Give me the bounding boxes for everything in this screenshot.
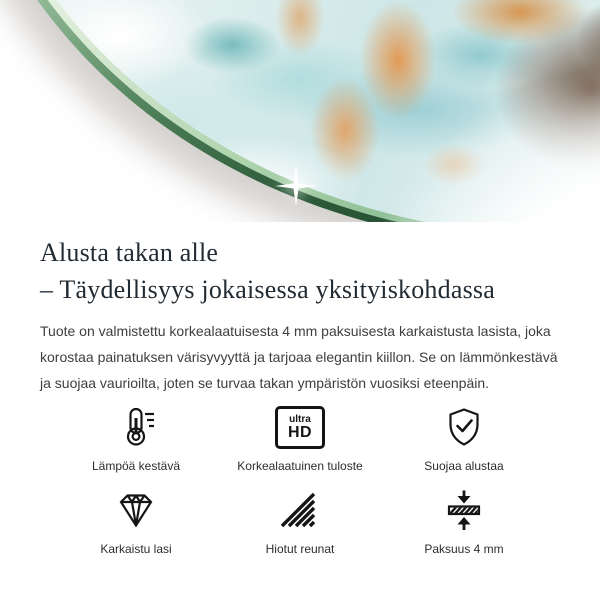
feature-print-quality <box>218 404 382 473</box>
product-description-section <box>0 234 600 556</box>
page-title <box>40 234 560 308</box>
feature-label: Karkaistu lasi <box>100 542 172 556</box>
feature-protects-surface <box>382 404 546 473</box>
thickness-icon <box>442 487 486 533</box>
ultra-hd-text-small: ultra <box>289 413 311 425</box>
title-line-1: Alusta takan alle <box>40 238 219 267</box>
feature-label: Paksuus 4 mm <box>424 542 504 556</box>
ultra-hd-icon <box>275 404 325 450</box>
feature-heat-resistant <box>54 404 218 473</box>
product-photo <box>0 0 600 222</box>
feature-tempered-glass <box>54 487 218 556</box>
feature-label: Hiotut reunat <box>265 542 335 556</box>
feature-label: Suojaa alustaa <box>424 459 504 473</box>
shield-check-icon <box>442 404 486 450</box>
sparkle-icon <box>273 163 319 209</box>
title-line-2: – Täydellisyys jokaisessa yksityiskohdassa <box>40 275 495 304</box>
thermometer-icon <box>114 404 158 450</box>
polished-edges-icon <box>278 487 322 533</box>
feature-thickness <box>382 487 546 556</box>
feature-label: Lämpöä kestävä <box>91 459 181 473</box>
feature-grid <box>40 404 560 556</box>
feature-label: Korkealaatuinen tuloste <box>237 459 363 473</box>
feature-polished-edges <box>218 487 382 556</box>
diamond-icon <box>114 487 158 533</box>
ultra-hd-text-big: HD <box>287 423 313 441</box>
description-paragraph: Tuote on valmistettu korkealaatuisesta 4 mm paksuisesta karkaistusta lasista, joka korostaa painatuksen värisyvyyttä ja tarjoaa elegantin kiillon. Se on lämmönkestävä ja suojaa vaurioilta, joten se turvaa takan ympäristön vuosiksi eteenpäin. <box>40 323 558 391</box>
